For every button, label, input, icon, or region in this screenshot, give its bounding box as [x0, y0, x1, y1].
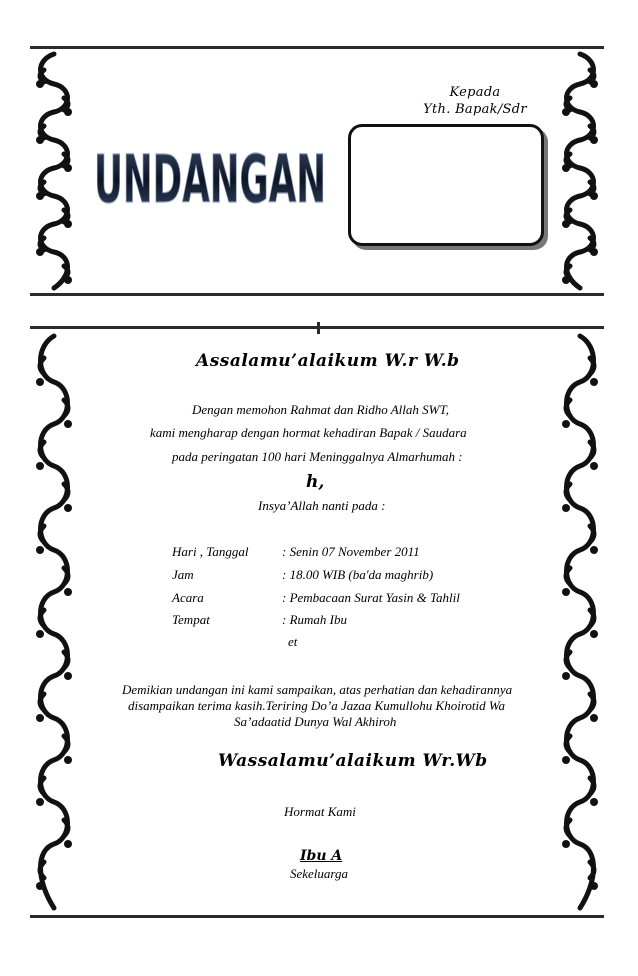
intro-line-1: Dengan memohon Rahmat dan Ridho Allah SWT, [192, 402, 449, 417]
greeting: Assalamu’alaikum W.r W.b [196, 351, 460, 371]
deceased-initial: h, [306, 472, 325, 492]
regards: Hormat Kami [284, 804, 356, 819]
address-box [348, 124, 544, 246]
ornament-swirl-icon [558, 50, 602, 292]
closing-line-2: disampaikan terima kasih.Teriring Do’a Jazaa Kumullohu Khoirotid Wa [128, 698, 506, 713]
time-intro: Insya’Allah nanti pada : [258, 498, 386, 513]
ornament-border-right [558, 330, 602, 914]
header-top-rule [30, 46, 604, 49]
recipient-line-2: Yth. Bapak/Sdr [423, 102, 527, 117]
recipient-label [390, 84, 560, 118]
invitation-title [90, 134, 330, 218]
detail-value-place: : Rumah Ibu [282, 612, 347, 627]
header-bottom-rule [30, 293, 604, 296]
ornament-border-right [558, 50, 602, 292]
header-panel [30, 46, 604, 296]
letter-bottom-rule [30, 915, 604, 918]
ornament-swirl-icon [558, 330, 602, 914]
intro-line-3: pada peringatan 100 hari Meninggalnya Almarhumah : [172, 449, 463, 464]
ornament-swirl-icon [32, 330, 76, 914]
ornament-border-left [32, 50, 76, 292]
recipient-line-1: Kepada [449, 85, 501, 100]
farewell: Wassalamu’alaikum Wr.Wb [218, 751, 488, 771]
detail-label-place: Tempat [172, 612, 210, 627]
detail-label-time: Jam [172, 567, 194, 582]
closing-line-1: Demikian undangan ini kami sampaikan, atas perhatian dan kehadirannya [122, 682, 513, 697]
detail-value-date: : Senin 07 November 2011 [282, 544, 420, 559]
ornament-swirl-icon [32, 50, 76, 292]
invitation-title-text: UNDANGAN [94, 141, 326, 218]
signer-family: Sekeluarga [290, 866, 348, 881]
detail-label-date: Hari , Tanggal [172, 544, 249, 559]
signer-name: Ibu A [300, 848, 343, 864]
detail-label-event: Acara [172, 590, 204, 605]
letter-top-rule [30, 326, 604, 329]
detail-extra: et [288, 634, 298, 649]
detail-value-time: : 18.00 WIB (ba'da maghrib) [282, 567, 434, 582]
detail-value-event: : Pembacaan Surat Yasin & Tahlil [282, 590, 460, 605]
intro-line-2: kami mengharap dengan hormat kehadiran Bapak / Saudara [150, 425, 467, 440]
closing-line-3: Sa’adaatid Dunya Wal Akhiroh [234, 714, 397, 729]
ornament-border-left [32, 330, 76, 914]
